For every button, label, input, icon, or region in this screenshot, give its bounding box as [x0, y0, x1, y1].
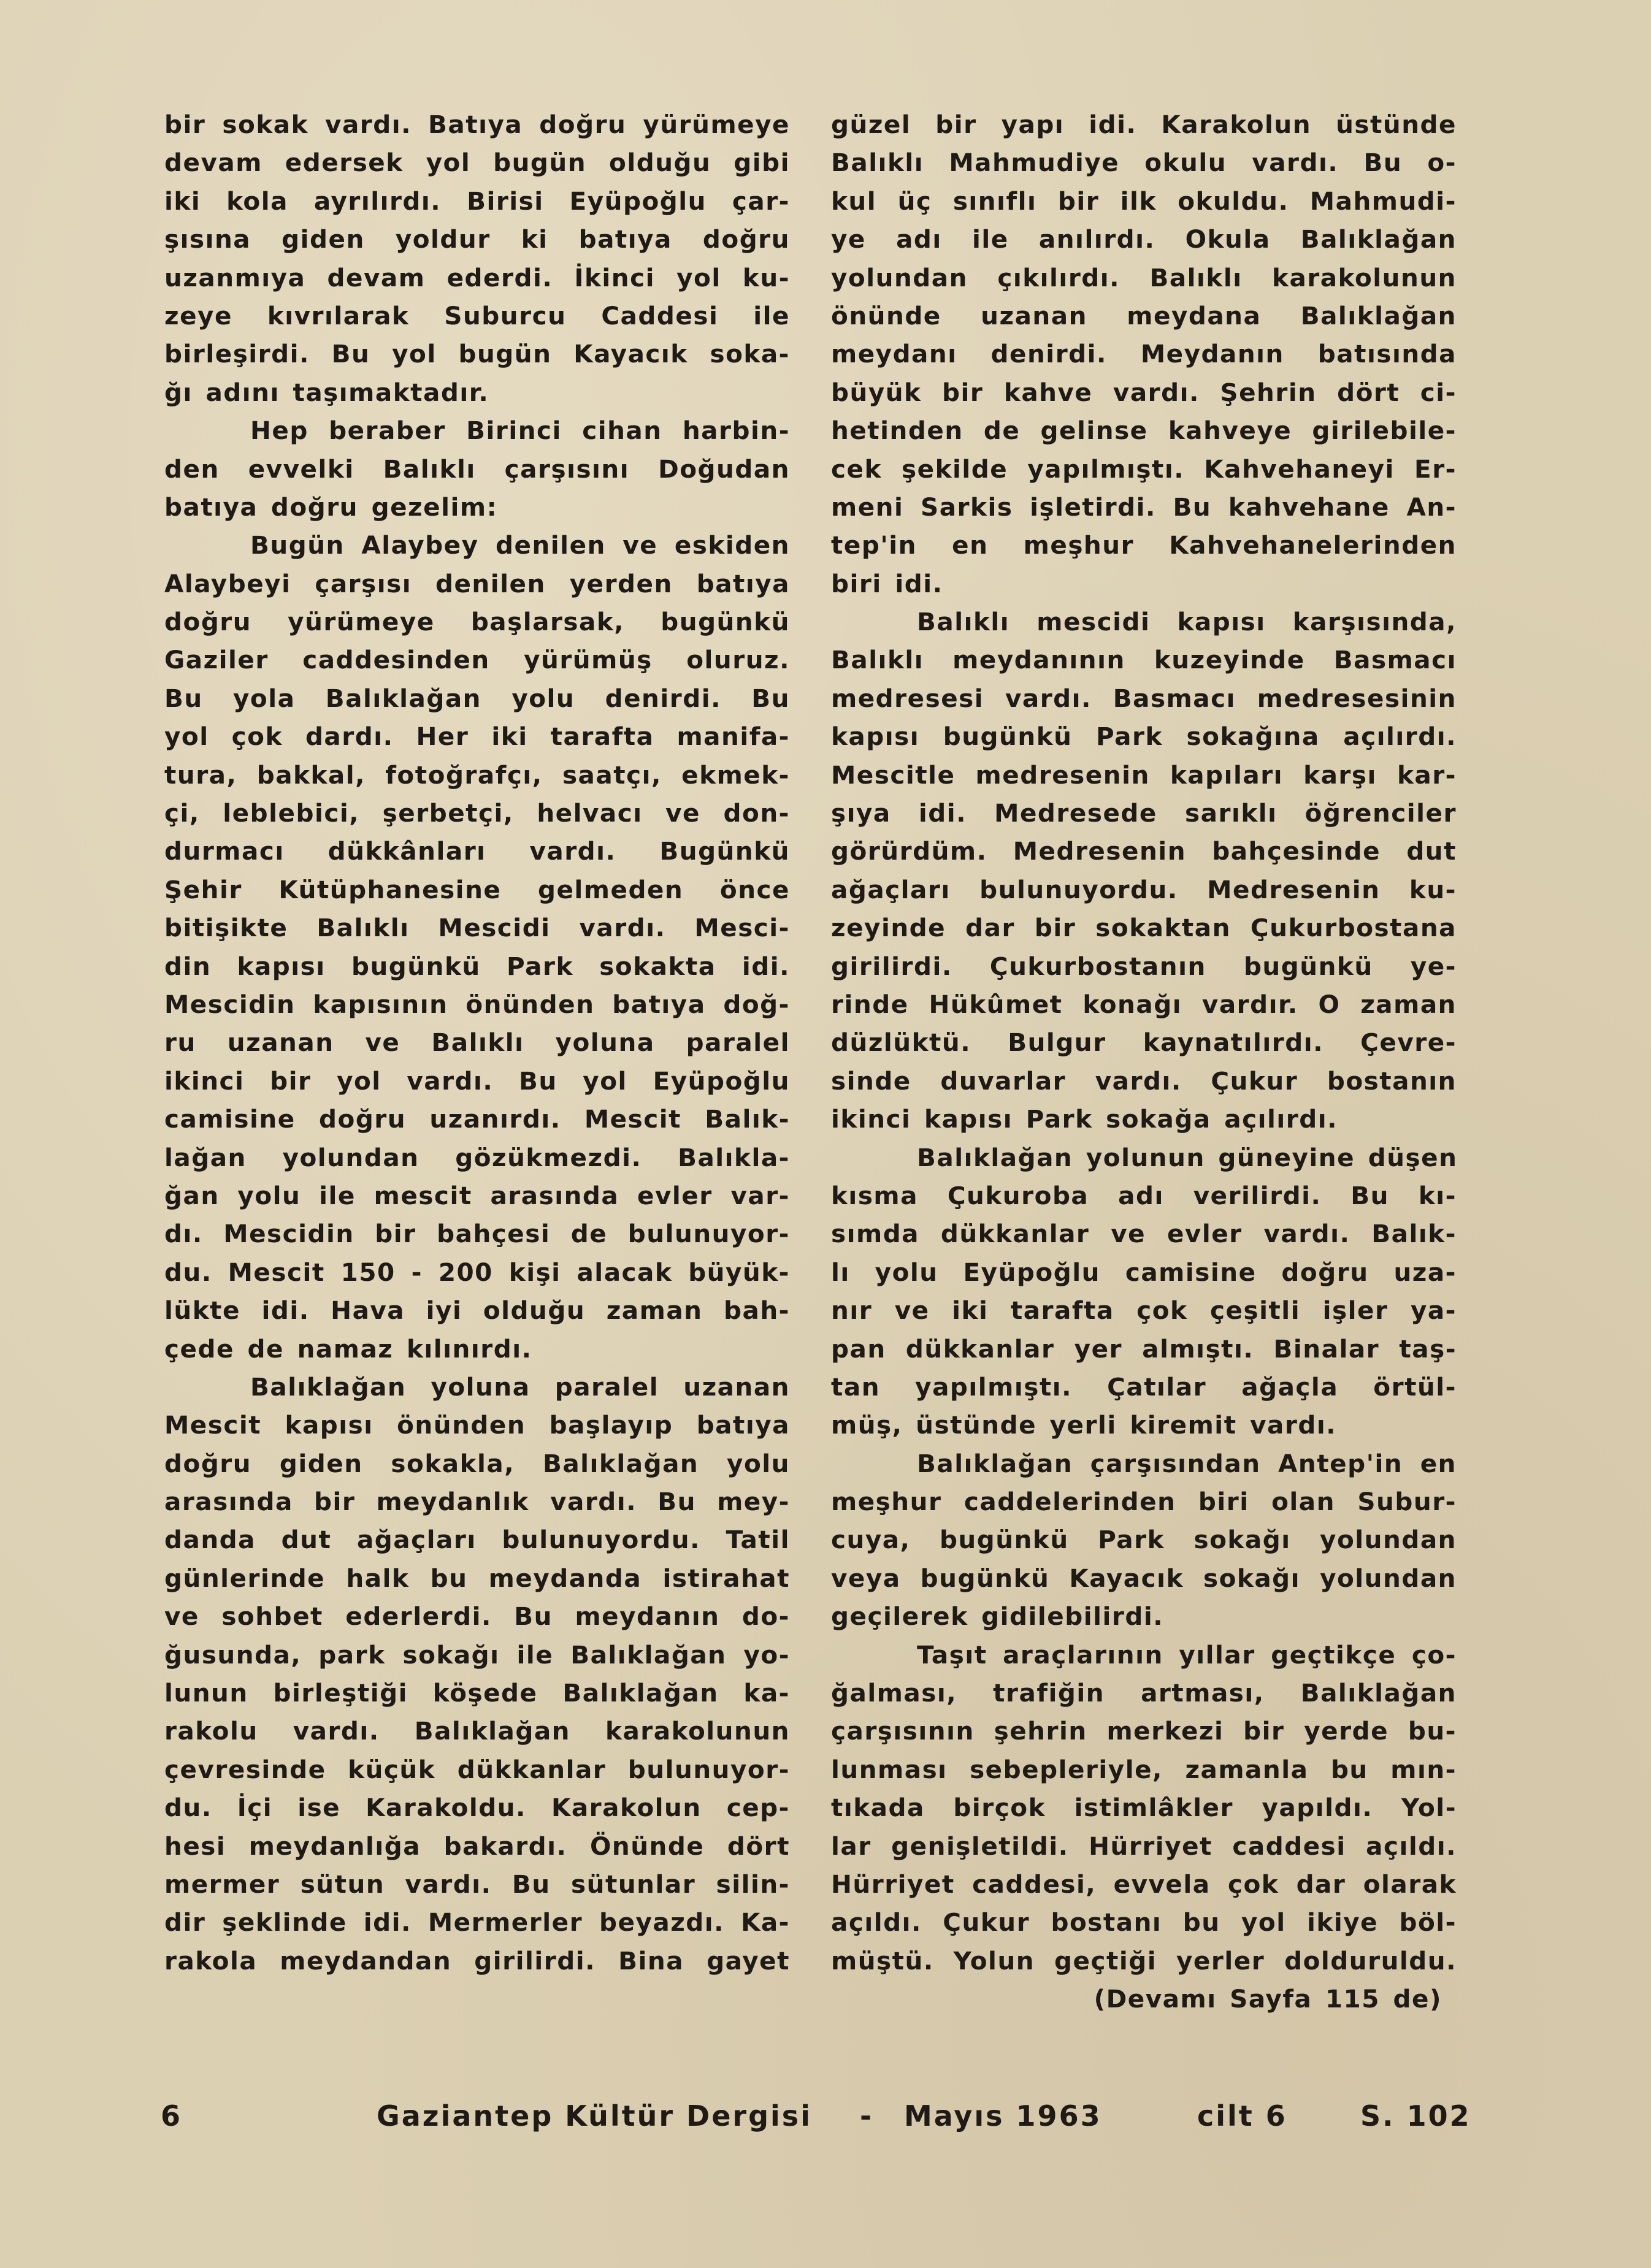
text-line: Balıklağan yolunun güneyine düşen — [917, 1142, 1458, 1172]
text-line: sinde duvarlar vardı. Çukur bostanın — [831, 1066, 1457, 1096]
text-line: şıya idi. Medresede sarıklı öğrenciler — [831, 798, 1457, 828]
text-line: girilirdi. Çukurbostanın bugünkü ye- — [831, 951, 1457, 981]
text-line: lağan yolundan gözükmezdi. Balıkla- — [164, 1142, 790, 1172]
text-line: doğru yürümeye başlarsak, bugünkü — [164, 607, 790, 637]
text-line: Şehir Kütüphanesine gelmeden önce — [164, 874, 790, 904]
text-line: Balıklağan yoluna paralel uzanan — [250, 1372, 790, 1402]
text-line: ağaçları bulunuyordu. Medresenin ku- — [831, 874, 1457, 904]
paragraph — [164, 105, 790, 411]
text-line: Gaziler caddesinden yürümüş oluruz. — [164, 645, 790, 675]
text-line: meni Sarkis işletirdi. Bu kahvehane An- — [831, 492, 1457, 522]
text-line: çi, leblebici, şerbetçi, helvacı ve don- — [164, 798, 790, 828]
text-line: lunması sebepleriyle, zamanla bu mın- — [831, 1754, 1457, 1784]
text-line: devam edersek yol bugün olduğu gibi — [164, 148, 790, 178]
text-line: kısma Çukuroba adı verilirdi. Bu kı- — [831, 1180, 1457, 1210]
text-line: tan yapılmıştı. Çatılar ağaçla örtül- — [831, 1372, 1457, 1402]
page-number: 6 — [161, 2099, 183, 2132]
text-line: müştü. Yolun geçtiği yerler dolduruldu. — [831, 1945, 1457, 1976]
text-line: nır ve iki tarafta çok çeşitli işler ya- — [831, 1296, 1457, 1326]
text-line: meydanı denirdi. Meydanın batısında — [831, 339, 1457, 369]
text-line: ye adı ile anılırdı. Okula Balıklağan — [831, 224, 1457, 254]
text-line: zeye kıvrılarak Suburcu Caddesi ile — [164, 300, 790, 330]
volume-number: cilt 6 — [1197, 2099, 1287, 2132]
text-line: ve sohbet ederlerdi. Bu meydanın do- — [164, 1602, 790, 1632]
right-text-column — [831, 105, 1457, 2018]
text-line: Mescit kapısı önünden başlayıp batıya — [164, 1410, 790, 1440]
paragraph — [831, 1139, 1457, 1445]
text-line: durmacı dükkânları vardı. Bugünkü — [164, 836, 790, 866]
text-line: kapısı bugünkü Park sokağına açılırdı. — [831, 722, 1457, 752]
issue-number: S. 102 — [1360, 2099, 1471, 2132]
text-line: Balıklağan çarşısından Antep'in en — [917, 1448, 1457, 1478]
text-line: önünde uzanan meydana Balıklağan — [831, 300, 1457, 330]
left-text-column — [164, 105, 790, 1980]
text-line: geçilerek gidilebilirdi. — [831, 1602, 1164, 1632]
text-line: ğalması, trafiğin artması, Balıklağan — [831, 1678, 1457, 1708]
text-line: uzanmıya devam ederdi. İkinci yol ku- — [164, 262, 790, 292]
text-line: ğı adını taşımaktadır. — [164, 377, 489, 407]
paragraph — [831, 1636, 1457, 1980]
text-line: güzel bir yapı idi. Karakolun üstünde — [831, 110, 1457, 139]
text-line: Bugün Alaybey denilen ve eskiden — [250, 530, 790, 560]
paragraph — [164, 411, 790, 526]
text-line: arasında bir meydanlık vardı. Bu mey- — [164, 1487, 790, 1517]
text-line: kul üç sınıflı bir ilk okuldu. Mahmudi- — [831, 186, 1457, 216]
text-line: şısına giden yoldur ki batıya doğru — [164, 224, 790, 254]
text-line: müş, üstünde yerli kiremit vardı. — [831, 1410, 1337, 1440]
text-line: batıya doğru gezelim: — [164, 492, 498, 522]
text-line: çevresinde küçük dükkanlar bulunuyor- — [164, 1754, 790, 1784]
text-line: Mescidin kapısının önünden batıya doğ- — [164, 989, 790, 1019]
text-line: ru uzanan ve Balıklı yoluna paralel — [164, 1028, 790, 1058]
text-line: lar genişletildi. Hürriyet caddesi açıldı. — [831, 1831, 1457, 1861]
page-footer — [161, 2099, 1471, 2148]
text-line: büyük bir kahve vardı. Şehrin dört ci- — [831, 377, 1457, 407]
text-line: dir şeklinde idi. Mermerler beyazdı. Ka- — [164, 1907, 790, 1938]
text-line: Hürriyet caddesi, evvela çok dar olarak — [831, 1869, 1457, 1899]
text-line: Balıklı Mahmudiye okulu vardı. Bu o- — [831, 148, 1457, 178]
text-line: ikinci bir yol vardı. Bu yol Eyüpoğlu — [164, 1066, 790, 1096]
text-line: meşhur caddelerinden biri olan Subur- — [831, 1487, 1457, 1517]
text-line: iki kola ayrılırdı. Birisi Eyüpoğlu çar- — [164, 186, 790, 216]
text-line: ikinci kapısı Park sokağa açılırdı. — [831, 1104, 1338, 1134]
text-line: bitişikte Balıklı Mescidi vardı. Mesci- — [164, 913, 790, 943]
journal-title: Gaziantep Kültür Dergisi — [377, 2099, 812, 2132]
text-line: Balıklı mescidi kapısı karşısında, — [917, 607, 1457, 637]
footer-separator: - — [860, 2099, 874, 2132]
text-line: hetinden de gelinse kahveye girilebile- — [831, 416, 1457, 446]
text-line: tura, bakkal, fotoğrafçı, saatçı, ekmek- — [164, 760, 790, 790]
text-line: yol çok dardı. Her iki tarafta manifa- — [164, 722, 790, 752]
paragraph — [164, 526, 790, 1368]
text-line: den evvelki Balıklı çarşısını Doğudan — [164, 454, 790, 484]
text-line: veya bugünkü Kayacık sokağı yolundan — [831, 1563, 1457, 1593]
text-line: Mescitle medresenin kapıları karşı kar- — [831, 760, 1457, 790]
text-line: Bu yola Balıklağan yolu denirdi. Bu — [164, 683, 790, 713]
text-line: biri idi. — [831, 568, 943, 598]
text-line: zeyinde dar bir sokaktan Çukurbostana — [831, 913, 1457, 943]
text-line: yolundan çıkılırdı. Balıklı karakolunun — [831, 262, 1457, 292]
text-line: rakola meydandan girilirdi. Bina gayet — [164, 1945, 790, 1976]
text-line: Balıklı meydanının kuzeyinde Basmacı — [831, 645, 1457, 675]
text-line: camisine doğru uzanırdı. Mescit Balık- — [164, 1104, 790, 1134]
text-line: çarşısının şehrin merkezi bir yerde bu- — [831, 1716, 1457, 1746]
text-line: bir sokak vardı. Batıya doğru yürümeye — [164, 110, 790, 139]
text-line: rinde Hükûmet konağı vardır. O zaman — [831, 989, 1457, 1019]
text-line: danda dut ağaçları bulunuyordu. Tatil — [164, 1525, 790, 1555]
text-line: doğru giden sokakla, Balıklağan yolu — [164, 1448, 790, 1478]
text-line: ğan yolu ile mescit arasında evler var- — [164, 1180, 790, 1210]
text-line: tep'in en meşhur Kahvehanelerinden — [831, 530, 1457, 560]
text-line: rakolu vardı. Balıklağan karakolunun — [164, 1716, 790, 1746]
text-line: Taşıt araçlarının yıllar geçtikçe ço- — [917, 1640, 1457, 1670]
text-line: açıldı. Çukur bostanı bu yol ikiye böl- — [831, 1907, 1457, 1938]
text-line: birleşirdi. Bu yol bugün Kayacık soka- — [164, 339, 790, 369]
text-line: lı yolu Eyüpoğlu camisine doğru uza- — [831, 1257, 1457, 1287]
text-line: görürdüm. Medresenin bahçesinde dut — [831, 836, 1457, 866]
text-line: dı. Mescidin bir bahçesi de bulunuyor- — [164, 1219, 790, 1249]
text-line: cek şekilde yapılmıştı. Kahvehaneyi Er- — [831, 454, 1457, 484]
paragraph — [831, 603, 1457, 1138]
text-line: medresesi vardı. Basmacı medresesinin — [831, 683, 1457, 713]
text-line: lükte idi. Hava iyi olduğu zaman bah- — [164, 1296, 790, 1326]
text-line: pan dükkanlar yer almıştı. Binalar taş- — [831, 1334, 1457, 1364]
text-line: düzlüktü. Bulgur kaynatılırdı. Çevre- — [831, 1028, 1457, 1058]
issue-date: Mayıs 1963 — [904, 2099, 1102, 2132]
paragraph — [831, 1445, 1457, 1636]
text-line: du. İçi ise Karakoldu. Karakolun cep- — [164, 1793, 790, 1823]
text-line: sımda dükkanlar ve evler vardı. Balık- — [831, 1219, 1457, 1249]
text-line: günlerinde halk bu meydanda istirahat — [164, 1563, 790, 1593]
continued-note: (Devamı Sayfa 115 de) — [1094, 1984, 1442, 2014]
text-line: Alaybeyi çarşısı denilen yerden batıya — [164, 568, 790, 598]
text-line: çede de namaz kılınırdı. — [164, 1334, 532, 1364]
text-line: Hep beraber Birinci cihan harbin- — [250, 416, 790, 446]
text-line: cuya, bugünkü Park sokağı yolundan — [831, 1525, 1457, 1555]
text-line: din kapısı bugünkü Park sokakta idi. — [164, 951, 790, 981]
text-line: du. Mescit 150 - 200 kişi alacak büyük- — [164, 1257, 790, 1287]
text-line: mermer sütun vardı. Bu sütunlar silin- — [164, 1869, 790, 1899]
text-line: lunun birleştiği köşede Balıklağan ka- — [164, 1678, 790, 1708]
paragraph — [164, 1368, 790, 1980]
text-line: ğusunda, park sokağı ile Balıklağan yo- — [164, 1640, 790, 1670]
text-line: tıkada birçok istimlâkler yapıldı. Yol- — [831, 1793, 1457, 1823]
paragraph — [831, 105, 1457, 603]
text-line: hesi meydanlığa bakardı. Önünde dört — [164, 1831, 790, 1861]
